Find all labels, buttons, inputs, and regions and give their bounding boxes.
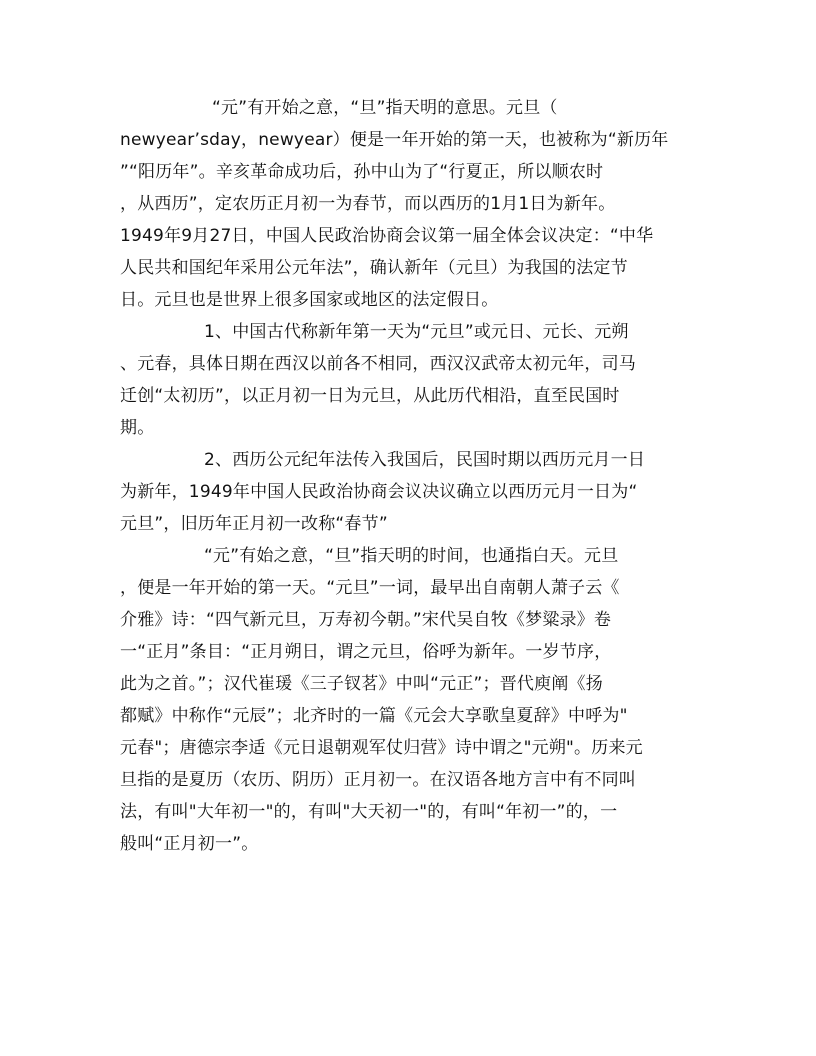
text-line: 日。元旦也是世界上很多国家或地区的法定假日。 bbox=[120, 290, 499, 310]
paragraph-point-1 bbox=[120, 316, 696, 444]
text-line: ，便是一年开始的第一天。“元旦”一词，最早出自南朝人萧子云《 bbox=[120, 578, 620, 598]
text-line: 法，有叫"大年初一"的，有叫"大天初一"的，有叫“年初一”的，一 bbox=[120, 802, 618, 822]
text-line: 1、中国古代称新年第一天为“元旦”或元日、元长、元朔 bbox=[204, 322, 629, 342]
text-line: 2、西历公元纪年法传入我国后，民国时期以西历元月一日 bbox=[204, 450, 646, 470]
text-line: 介雅》诗：“四气新元旦，万寿初今朝。”宋代吴自牧《梦粱录》卷 bbox=[120, 610, 612, 630]
text-line: 期。 bbox=[120, 418, 155, 438]
text-line: 人民共和国纪年采用公元年法”，确认新年（元旦）为我国的法定节 bbox=[120, 258, 628, 278]
text-line: “元”有始之意，“旦”指天明的时间，也通指白天。元旦 bbox=[204, 546, 619, 566]
text-line: “元”有开始之意，“旦”指天明的意思。元旦（ bbox=[212, 98, 558, 118]
text-line: 都赋》中称作“元辰”；北齐时的一篇《元会大享歌皇夏辞》中呼为" bbox=[120, 706, 628, 726]
text-line: 此为之首。”；汉代崔瑗《三子钗茗》中叫“元正”；晋代庾阐《扬 bbox=[120, 674, 603, 694]
paragraph-point-2 bbox=[120, 444, 696, 540]
text-line: 旦指的是夏历（农历、阴历）正月初一。在汉语各地方言中有不同叫 bbox=[120, 770, 636, 790]
paragraph-yuandan-origin bbox=[120, 540, 696, 860]
text-line: newyear’sday，newyear）便是一年开始的第一天，也被称为“新历年 bbox=[120, 130, 669, 150]
text-line: 元春"；唐德宗李适《元日退朝观军仗归营》诗中谓之"元朔"。历来元 bbox=[120, 738, 643, 758]
text-line: ”“阳历年”。辛亥革命成功后，孙中山为了“行夏正，所以顺农时 bbox=[120, 162, 604, 182]
document-page bbox=[120, 92, 696, 860]
text-line: 为新年，1949年中国人民政治协商会议决议确立以西历元月一日为“ bbox=[120, 482, 638, 502]
text-line: 1949年9月27日，中国人民政治协商会议第一届全体会议决定：“中华 bbox=[120, 226, 654, 246]
text-line: ，从西历”，定农历正月初一为春节，而以西历的1月1日为新年。 bbox=[120, 194, 616, 214]
text-line: 迁创“太初历”，以正月初一日为元旦，从此历代相沿，直至民国时 bbox=[120, 386, 620, 406]
paragraph-yuandan-meaning bbox=[120, 92, 696, 316]
text-line: 元旦”，旧历年正月初一改称“春节” bbox=[120, 514, 388, 534]
text-line: 、元春，具体日期在西汉以前各不相同，西汉汉武帝太初元年，司马 bbox=[120, 354, 636, 374]
text-line: 一“正月”条目：“正月朔日，谓之元旦，俗呼为新年。一岁节序， bbox=[120, 642, 612, 662]
text-line: 般叫“正月初一”。 bbox=[120, 834, 259, 854]
